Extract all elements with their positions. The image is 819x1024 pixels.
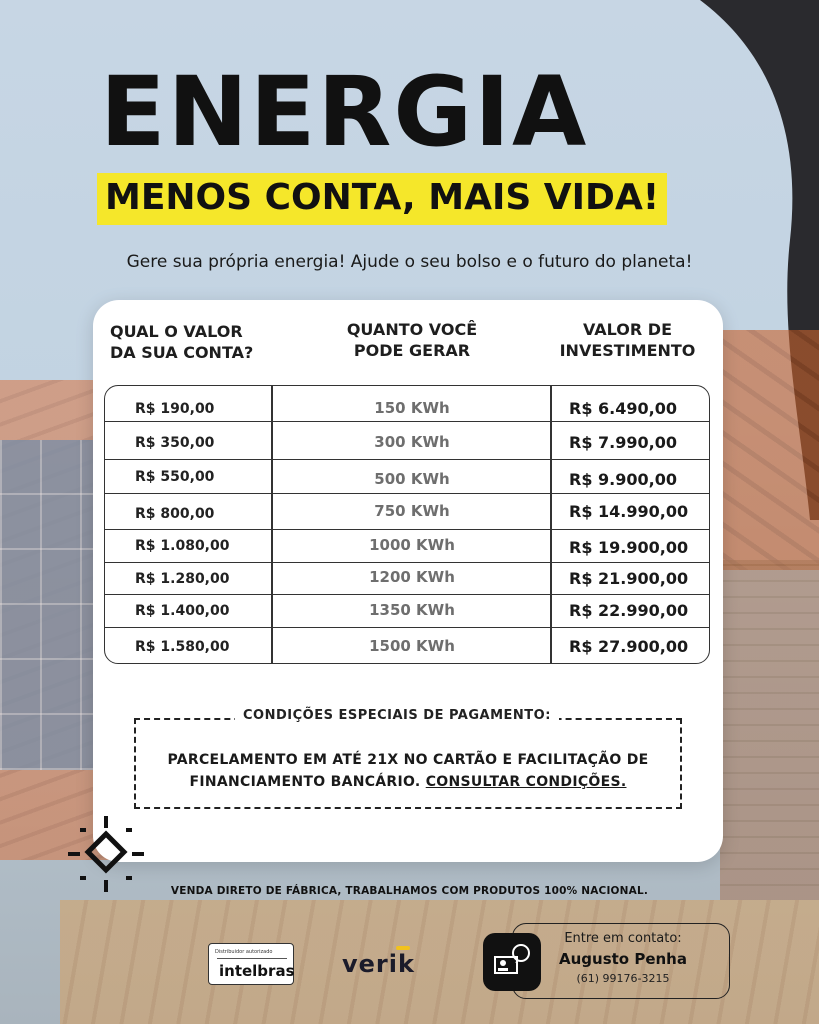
table-row (105, 386, 709, 422)
table-row (105, 530, 709, 563)
generation-value: 750 KWh (374, 502, 450, 520)
investment-value: R$ 14.990,00 (569, 502, 689, 521)
bill-value: R$ 1.580,00 (135, 639, 230, 655)
bill-value: R$ 550,00 (135, 469, 215, 485)
generation-value: 1000 KWh (369, 536, 455, 554)
generation-value: 1200 KWh (369, 568, 455, 586)
generation-value: 1500 KWh (369, 637, 455, 655)
bill-value: R$ 350,00 (135, 435, 215, 451)
verik-logo: verik (342, 950, 415, 978)
tagline: Gere sua própria energia! Ajude o seu bolso e o futuro do planeta! (126, 252, 693, 272)
bill-value: R$ 800,00 (135, 506, 215, 522)
conditions-text-part: FINANCIAMENTO BANCÁRIO. (189, 774, 426, 790)
intelbras-caption: Distribuidor autorizado (215, 949, 273, 955)
divider (217, 958, 287, 959)
conditions-line: PARCELAMENTO EM ATÉ 21X NO CARTÃO E FACILITAÇÃO DE (167, 752, 649, 768)
investment-value: R$ 9.900,00 (569, 470, 677, 489)
table-row (105, 422, 709, 460)
investment-value: R$ 27.900,00 (569, 637, 689, 656)
factory-direct-note: VENDA DIRETO DE FÁBRICA, TRABALHAMOS COM PRODUTOS 100% NACIONAL. (170, 885, 649, 897)
table-row (105, 595, 709, 628)
generation-value: 300 KWh (374, 433, 450, 451)
pricing-table (104, 385, 710, 664)
consult-conditions-link[interactable]: CONSULTAR CONDIÇÕES. (425, 774, 627, 790)
conditions-line (134, 771, 682, 793)
investment-value: R$ 7.990,00 (569, 433, 677, 452)
investment-value: R$ 22.990,00 (569, 601, 689, 620)
page-title: ENERGIA (100, 56, 589, 168)
investment-value: R$ 19.900,00 (569, 538, 689, 557)
sun-icon (68, 816, 144, 892)
contact-phone[interactable]: (61) 99176-3215 (576, 972, 670, 985)
house-wall-image (720, 560, 819, 900)
bill-value: R$ 1.280,00 (135, 571, 230, 587)
generation-value: 150 KWh (374, 399, 450, 417)
page-subtitle: MENOS CONTA, MAIS VIDA! (97, 173, 667, 225)
generation-value: 1350 KWh (369, 601, 455, 619)
header-bill: QUAL O VALOR DA SUA CONTA? (110, 322, 254, 362)
header-generation: QUANTO VOCÊ PODE GERAR (346, 320, 478, 360)
investment-value: R$ 6.490,00 (569, 399, 677, 418)
investment-value: R$ 21.900,00 (569, 569, 689, 588)
intelbras-wordmark: intelbras (219, 962, 295, 980)
bill-value: R$ 1.400,00 (135, 603, 230, 619)
table-row (105, 460, 709, 494)
header-investment: VALOR DE INVESTIMENTO (559, 320, 696, 360)
bill-value: R$ 190,00 (135, 401, 215, 417)
table-row (105, 563, 709, 595)
table-row (105, 628, 709, 664)
bill-value: R$ 1.080,00 (135, 538, 230, 554)
payment-conditions-text (134, 749, 682, 793)
contact-name: Augusto Penha (559, 950, 687, 968)
whatsapp-contact-icon[interactable] (483, 933, 541, 991)
intelbras-logo (208, 943, 294, 985)
verik-accent (396, 946, 410, 950)
contact-label: Entre em contato: (564, 931, 682, 946)
table-row (105, 494, 709, 530)
generation-value: 500 KWh (374, 470, 450, 488)
payment-conditions-title: CONDIÇÕES ESPECIAIS DE PAGAMENTO: (235, 708, 559, 723)
